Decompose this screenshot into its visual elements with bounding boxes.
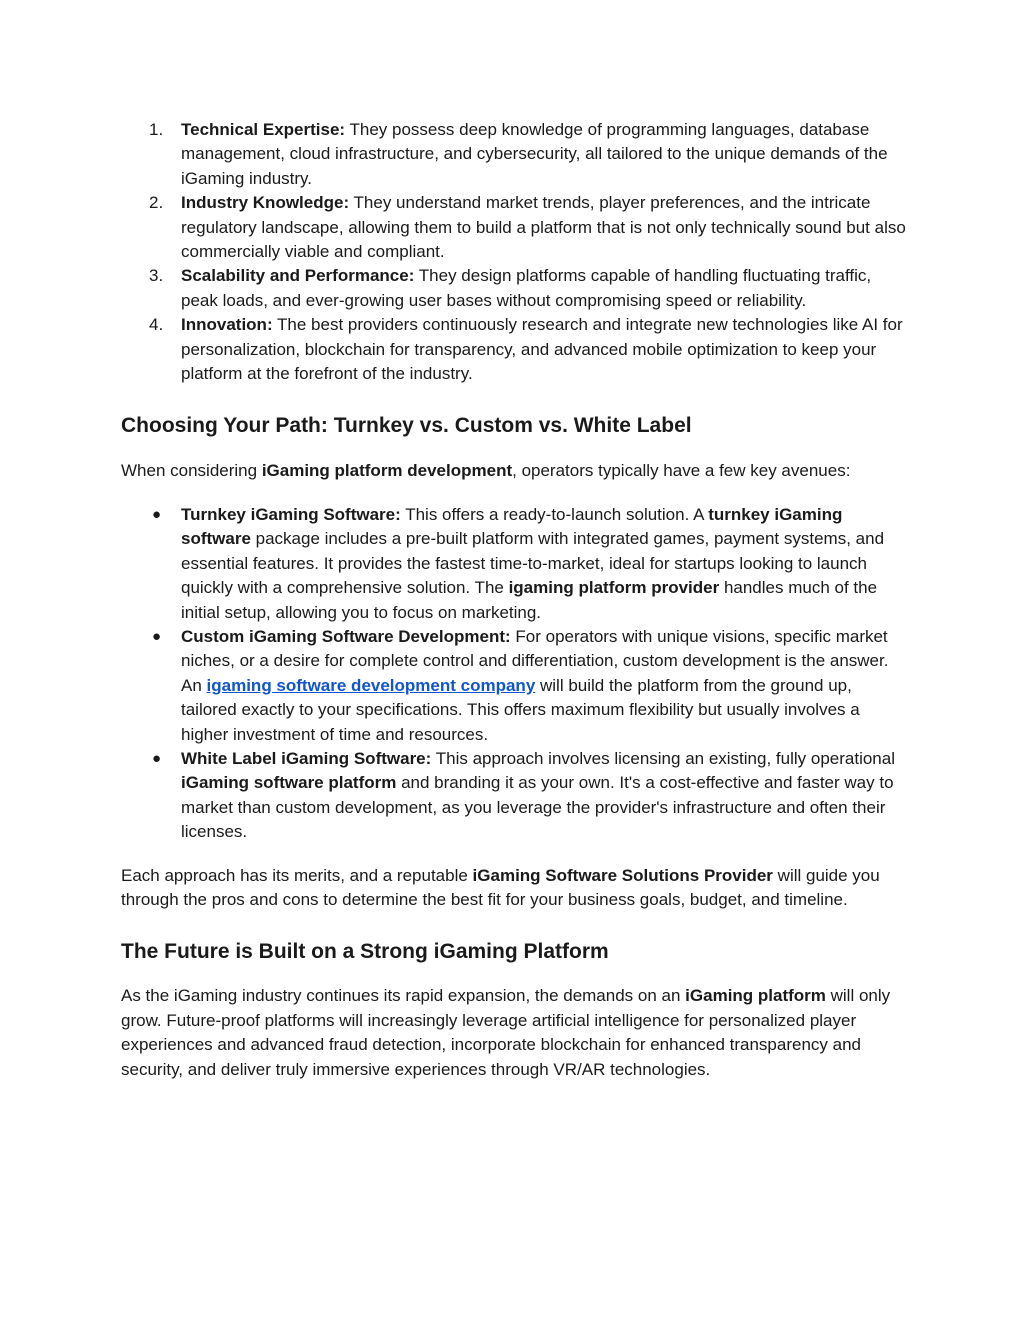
list-item-text: will build the platform from the ground up, tailored exactly to your specifications. This offers maximum flexibility but usually involves a higher investment of time and resources. (181, 675, 860, 744)
list-item-title: Technical Expertise: (181, 120, 346, 139)
list-number: 2. (149, 193, 164, 213)
summary-text: will guide you through the pros and cons to determine the best fit for your business goals, budget, and timeline. (121, 865, 880, 909)
list-item-bold: igaming platform provider (508, 578, 720, 598)
list-number: 1. (149, 120, 164, 139)
list-item-title: White Label iGaming Software: (181, 748, 432, 768)
list-number: 4. (149, 315, 164, 335)
list-item-white-label (121, 747, 907, 845)
bullet-marker: ● (152, 749, 162, 767)
list-item-bold: turnkey iGaming software (181, 504, 843, 549)
list-item-title: Turnkey iGaming Software: (181, 504, 401, 524)
document-page (121, 118, 907, 1082)
list-item-text: They possess deep knowledge of programming languages, database management, cloud infrastructure, and cybersecurity, all tailored to the unique demands of the iGaming industry. (181, 120, 888, 188)
intro-text: When considering (121, 461, 262, 481)
future-paragraph (121, 984, 907, 1082)
list-item-title: Scalability and Performance: (181, 266, 415, 286)
list-item-title: Innovation: (181, 315, 273, 335)
approach-summary-paragraph (121, 864, 907, 913)
future-text: As the iGaming industry continues its rapid expansion, the demands on an (121, 986, 686, 1006)
igaming-development-company-link[interactable]: igaming software development company (206, 675, 536, 695)
list-item-text: handles much of the initial setup, allowing you to focus on marketing. (181, 578, 878, 622)
list-item-text: This approach involves licensing an existing, fully operational (431, 748, 895, 768)
list-item-scalability (121, 264, 907, 313)
list-item-text: They understand market trends, player preferences, and the intricate regulatory landscape, allowing them to build a platform that is not only technically sound but also commercially viable and compliant. (181, 193, 906, 262)
section-heading-future: The Future is Built on a Strong iGaming Platform (121, 940, 609, 964)
choosing-intro-paragraph (121, 459, 907, 483)
summary-text: Each approach has its merits, and a reputable (121, 865, 473, 885)
bullet-marker: ● (152, 627, 162, 645)
list-item-text: package includes a pre-built platform with integrated games, payment systems, and essential features. It provides the fastest time-to-market, ideal for startups looking to launch quickly with a comprehensive solution. The (181, 529, 885, 598)
section-heading-choosing-path: Choosing Your Path: Turnkey vs. Custom vs. White Label (121, 414, 692, 438)
provider-qualities-list (121, 118, 907, 386)
bullet-marker: ● (152, 505, 162, 523)
summary-bold: iGaming Software Solutions Provider (472, 865, 773, 885)
list-item-text: and branding it as your own. It's a cost-effective and faster way to market than custom development, as you leverage the provider's infrastructure and often their licenses. (181, 773, 894, 842)
approach-bullet-list (121, 503, 907, 845)
future-bold: iGaming platform (685, 986, 826, 1006)
list-item-title: Custom iGaming Software Development: (181, 626, 511, 646)
list-item-bold: iGaming software platform (181, 773, 397, 793)
list-item-text: They design platforms capable of handling fluctuating traffic, peak loads, and ever-growing user bases without compromising speed or reliability. (181, 266, 872, 310)
list-item-text: This offers a ready-to-launch solution. A (400, 504, 709, 524)
intro-text: , operators typically have a few key avenues: (512, 461, 851, 481)
list-number: 3. (149, 266, 164, 286)
intro-bold: iGaming platform development (261, 461, 513, 481)
list-item-text: For operators with unique visions, specific market niches, or a desire for complete control and differentiation, custom development is the answer. An (181, 626, 889, 695)
list-item-text: The best providers continuously research and integrate new technologies like AI for personalization, blockchain for transparency, and advanced mobile optimization to keep your platform at the forefront of the industry. (181, 315, 903, 384)
list-item-title: Industry Knowledge: (181, 193, 350, 213)
list-item-innovation (121, 313, 907, 386)
list-item-turnkey (121, 503, 907, 625)
list-item-custom (121, 625, 907, 747)
list-item-technical-expertise (121, 118, 907, 191)
list-item-industry-knowledge (121, 191, 907, 264)
future-text: will only grow. Future-proof platforms will increasingly leverage artificial intelligence for personalized player experiences and advanced fraud detection, incorporate blockchain for enhanced transparency and security, and deliver truly immersive experiences through VR/AR technologies. (121, 986, 891, 1079)
